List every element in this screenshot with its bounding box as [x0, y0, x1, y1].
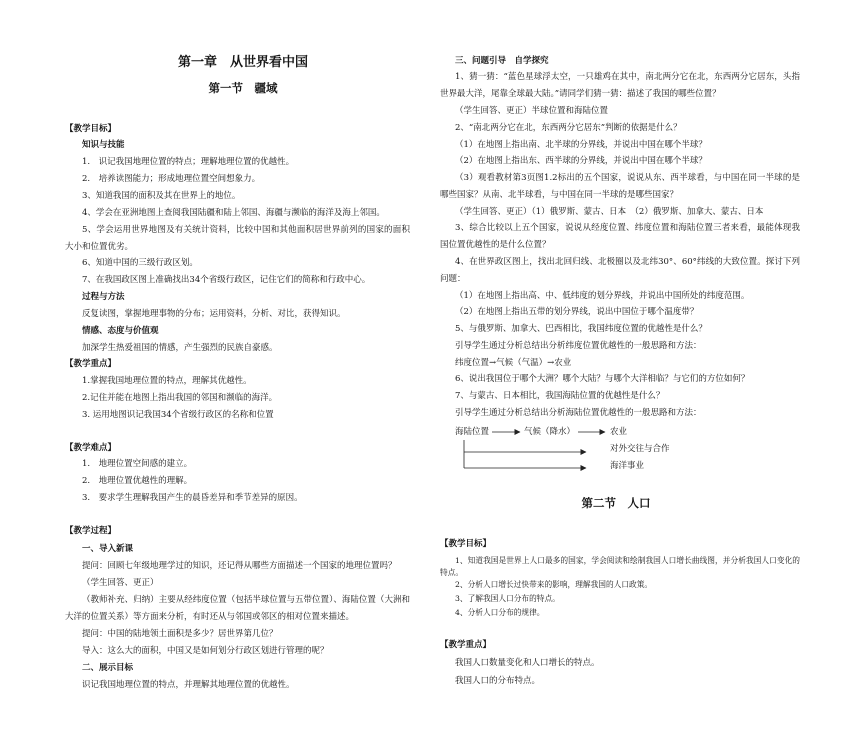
section2-objective-item: 2、分析人口增长过快带来的影响，理解我国的人口政策。 — [455, 580, 653, 590]
inquiry-paragraph: （学生回答、更正）（1）俄罗斯、蒙古、日本 （2）俄罗斯、加拿大、蒙古、日本 — [455, 206, 764, 217]
section2-key-point-item: 我国人口数量变化和人口增长的特点。 — [455, 658, 600, 668]
inquiry-paragraph: （学生回答、更正）半球位置和海陆位置 — [455, 105, 609, 116]
intro-paragraph: 导入：这么大的面积，中国又是如何划分行政区划进行管理的呢？ — [82, 646, 329, 657]
inquiry-heading: 三、问题引导 自学探究 — [455, 55, 549, 66]
section2-objective-item: 4、分析人口分布的规律。 — [455, 608, 545, 618]
objectives-heading: 【教学目标】 — [65, 123, 117, 134]
key-point-item: 3. 运用地图识记我国34个省级行政区的名称和位置 — [82, 409, 274, 420]
inquiry-paragraph: （2）在地图上指出五带的划分界线，说出中国位于哪个温度带？ — [455, 307, 699, 318]
inquiry-paragraph: 1、猜一猜：“蓝色星球浮太空，一只雄鸡在其中，南北两分它在北，东西两分它居东，头指世界最大洋，尾靠全球最大陆。”请同学们猜一猜：描述了我国的哪些位置？ — [440, 72, 800, 100]
section-title: 第一节 疆域 — [208, 81, 278, 95]
diagram-source-node: 海陆位置 — [455, 427, 490, 437]
knowledge-item: 3、知道我国的面积及其在世界上的地位。 — [82, 190, 241, 201]
knowledge-item: 1. 识记我国地理位置的特点；理解地理位置的优越性。 — [82, 157, 295, 168]
teaching-process-heading: 【教学过程】 — [65, 526, 117, 537]
key-point-item: 2.记住并能在地图上指出我国的邻国和濒临的海洋。 — [82, 393, 278, 404]
inquiry-block — [440, 53, 800, 422]
section2-key-points-block — [440, 636, 800, 690]
intro-paragraph: （教师补充、归纳）主要从经纬度位置（包括半球位置与五带位置）、海陆位置（大洲和大洋的位置关系）等方面来分析，有时还从与邻国或邻区的相对位置来描述。 — [65, 594, 410, 622]
difficulty-item: 1. 地理位置空间感的建立。 — [82, 459, 193, 470]
inquiry-paragraph: 3、综合比较以上五个国家，说说从经度位置、纬度位置和海陆位置三者来看，最能体现我国位置优越性的是什么位置？ — [440, 223, 800, 251]
section2-objective-item: 1、知道我国是世界上人口最多的国家，学会阅读和绘制我国人口增长曲线图，并分析我国人口变化的特点。 — [440, 556, 800, 577]
diagram-target-node: 对外交往与合作 — [610, 444, 670, 454]
intro-paragraph: 提问：回顾七年级地理学过的知识，还记得从哪些方面描述一个国家的地理位置吗？ — [82, 560, 397, 571]
difficulties-block — [65, 440, 410, 507]
inquiry-paragraph: 2、“南北两分它在北，东西两分它居东”判断的依据是什么？ — [455, 122, 682, 133]
objectives-block — [65, 121, 410, 424]
knowledge-item: 6、知道中国的三级行政区划。 — [82, 258, 198, 269]
inquiry-paragraph: 引导学生通过分析总结出分析纬度位置优越性的一般思路和方法： — [455, 340, 702, 351]
goals-text: 识记我国地理位置的特点，并理解其地理位置的优越性。 — [82, 680, 295, 691]
intro-paragraph: 提问：中国的陆地领土面积是多少？居世界第几位？ — [82, 629, 278, 639]
chapter-title: 第一章 从世界看中国 — [177, 55, 308, 70]
method-text: 反复读图，掌握地理事物的分布；运用资料，分析、对比，获得知识。 — [82, 308, 346, 319]
inquiry-paragraph: （3）观看教材第3页图1.2标出的五个国家，说说从东、西半球看，与中国在同一半球的是哪些国家？从南、北半球看，与中国在同一半球的是哪些国家？ — [440, 173, 800, 200]
goals-heading: 二、展示目标 — [82, 663, 134, 674]
inquiry-paragraph: （1）在地图上指出南、北半球的分界线，并说出中国在哪个半球？ — [455, 139, 707, 150]
inquiry-paragraph: （1）在地图上指出高、中、低纬度的划分界线，并说出中国所处的纬度范围。 — [455, 290, 750, 301]
knowledge-item: 2. 培养读图能力；形成地理位置空间想象力。 — [82, 174, 261, 185]
attitude-heading: 情感、态度与价值观 — [82, 325, 159, 336]
knowledge-item: 5、学会运用世界地图及有关统计资料，比较中国和其他面积居世界前列的国家的面积大小和位置优劣。 — [65, 224, 410, 252]
section2-objectives-heading: 【教学目标】 — [440, 538, 492, 549]
inquiry-paragraph: 7、与蒙古、日本相比，我国海陆位置的优越性是什么？ — [455, 391, 665, 402]
sea-land-position-flow-diagram — [440, 422, 800, 478]
difficulty-item: 3. 要求学生理解我国产生的晨昏差异和季节差异的原因。 — [82, 493, 303, 504]
key-point-item: 1.掌握我国地理位置的特点，理解其优越性。 — [82, 376, 252, 387]
inquiry-paragraph: 引导学生通过分析总结出分析海陆位置优越性的一般思路和方法： — [455, 408, 702, 418]
method-heading: 过程与方法 — [82, 292, 125, 303]
diagram-target-node: 农业 — [610, 427, 628, 437]
difficulty-item: 2. 地理位置优越性的理解。 — [82, 476, 193, 487]
section2-objective-item: 3、了解我国人口分布的特点。 — [455, 594, 560, 604]
section2-key-points-heading: 【教学重点】 — [440, 640, 492, 650]
diagram-middle-node: 气候（降水） — [524, 427, 576, 437]
key-points-heading: 【教学重点】 — [65, 359, 117, 370]
difficulties-heading: 【教学难点】 — [65, 442, 117, 453]
knowledge-item: 4、学会在亚洲地图上查阅我国陆疆和陆上邻国、海疆与濒临的海洋及海上邻国。 — [82, 207, 385, 218]
section2-objectives-block — [440, 536, 800, 621]
teaching-process-block — [65, 523, 410, 694]
section2-key-point-item: 我国人口的分布特点。 — [455, 676, 541, 686]
knowledge-item: 7、在我国政区图上准确找出34个省级行政区，记住它们的简称和行政中心。 — [82, 275, 371, 286]
latitude-flow-text: 纬度位置→气候（气温）→农业 — [455, 357, 572, 368]
diagram-target-node: 海洋事业 — [610, 461, 645, 471]
inquiry-paragraph: 6、说出我国位于哪个大洲？哪个大陆？与哪个大洋相临？与它们的方位如何？ — [455, 374, 750, 385]
attitude-text: 加深学生热爱祖国的情感，产生强烈的民族自豪感。 — [82, 342, 278, 353]
inquiry-paragraph: 5、与俄罗斯、加拿大、巴西相比，我国纬度位置的优越性是什么？ — [455, 324, 707, 335]
intro-heading: 一、导入新课 — [82, 543, 134, 554]
inquiry-paragraph: （2）在地图上指出东、西半球的分界线，并说出中国在哪个半球？ — [455, 156, 707, 167]
section2-title: 第二节 人口 — [581, 496, 651, 510]
knowledge-heading: 知识与技能 — [82, 140, 125, 151]
inquiry-paragraph: 4、在世界政区图上，找出北回归线、北极圈以及北纬30°、60°纬线的大致位置。探讨下列问题： — [440, 256, 800, 284]
intro-paragraph: （学生回答、更正） — [82, 577, 159, 588]
